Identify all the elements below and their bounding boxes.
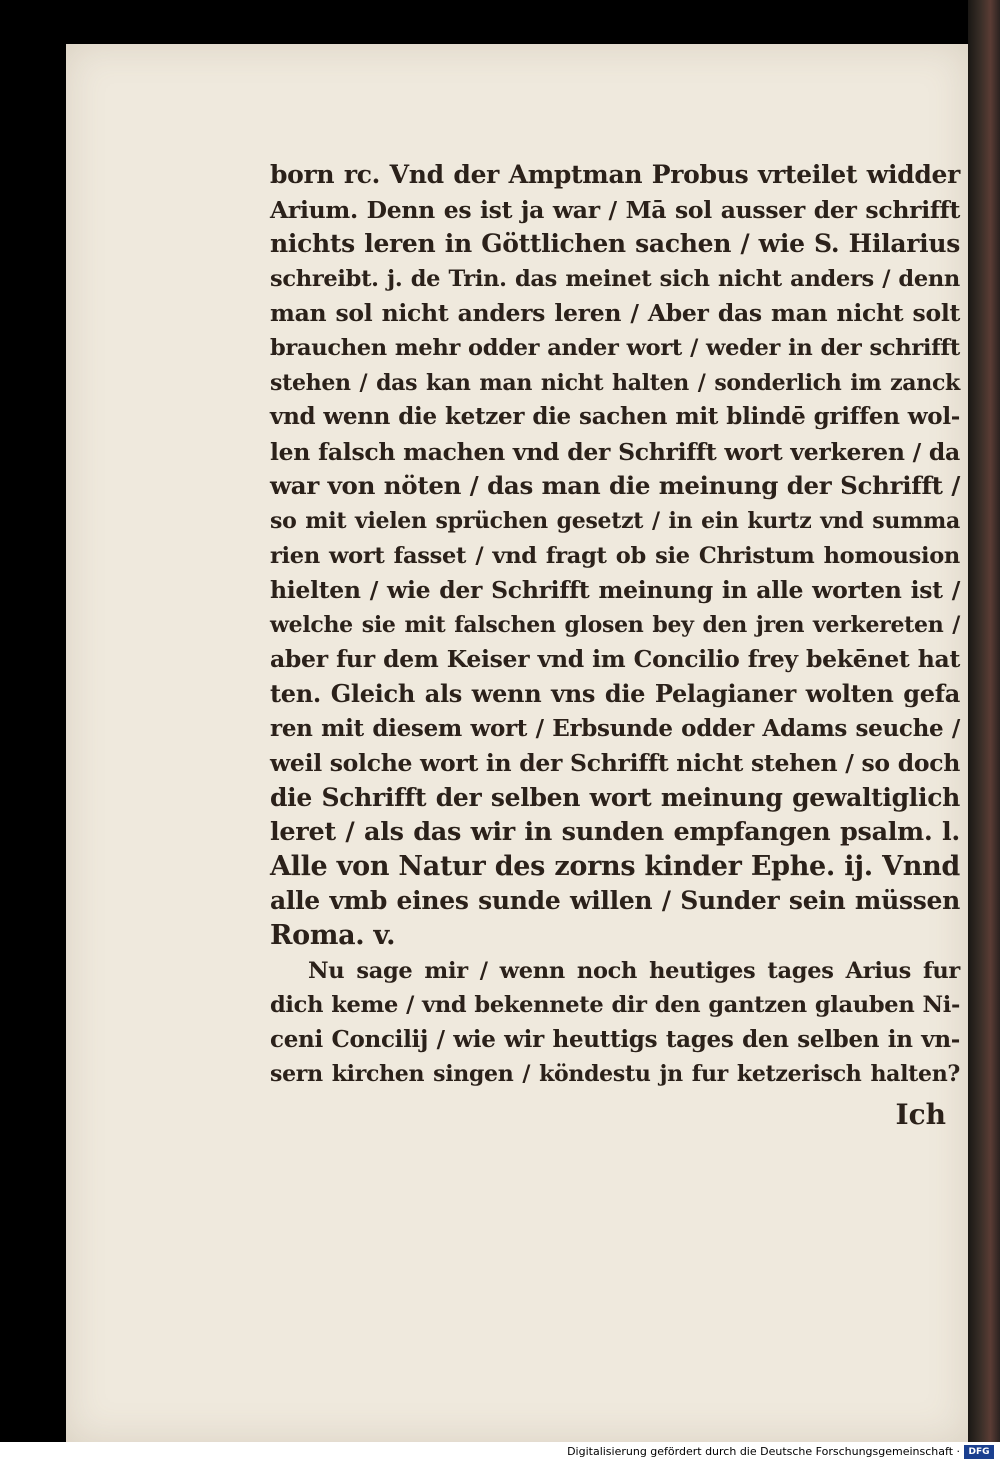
text-line: alle vmb eines sunde willen / Sunder sein müssen bbox=[270, 886, 960, 916]
book-spine-edge bbox=[968, 0, 1000, 1442]
text-line: Roma. v. bbox=[270, 920, 396, 952]
text-line: war von nöten / das man die meinung der Schrifft / bbox=[270, 471, 960, 501]
text-line: schreibt. j. de Trin. das meinet sich nicht anders / denn bbox=[270, 265, 960, 292]
text-line: rien wort fasset / vnd fragt ob sie Christum homousion bbox=[270, 542, 960, 569]
text-line: Nu sage mir / wenn noch heutiges tages Arius fur bbox=[308, 957, 960, 984]
text-line: born rc. Vnd der Amptman Probus vrteilet widder bbox=[270, 160, 960, 189]
text-line: sern kirchen singen / köndestu jn fur ketzerisch halten? bbox=[270, 1061, 960, 1088]
dfg-logo: DFG bbox=[964, 1445, 994, 1459]
text-line: len falsch machen vnd der Schrifft wort verkeren / da bbox=[270, 437, 960, 466]
text-line: aber fur dem Keiser vnd im Concilio frey bekēnet hat bbox=[270, 645, 960, 674]
text-line: brauchen mehr odder ander wort / weder in der schrifft bbox=[270, 334, 960, 361]
text-line: dich keme / vnd bekennete dir den gantzen glauben Ni- bbox=[270, 992, 960, 1019]
text-line: ten. Gleich als wenn vns die Pelagianer wolten gefa bbox=[270, 678, 960, 708]
text-line: weil solche wort in der Schrifft nicht stehen / so doch bbox=[270, 749, 960, 778]
text-line: Alle von Natur des zorns kinder Ephe. ij. Vnnd bbox=[270, 850, 960, 882]
funding-credit: Digitalisierung gefördert durch die Deutsche Forschungsgemeinschaft · bbox=[567, 1445, 960, 1458]
text-line: leret / als das wir in sunden empfangen psalm. l. bbox=[270, 817, 960, 848]
text-line: stehen / das kan man nicht halten / sonderlich im zanck bbox=[270, 369, 960, 396]
text-line: Arium. Denn es ist ja war / Mā sol ausser der schrifft bbox=[270, 195, 960, 224]
text-line: nichts leren in Göttlichen sachen / wie S. Hilarius bbox=[270, 229, 960, 259]
page-text-block bbox=[270, 158, 960, 1092]
text-line: die Schrifft der selben wort meinung gewaltiglich bbox=[270, 782, 960, 812]
text-line: hielten / wie der Schrifft meinung in alle worten ist / bbox=[270, 576, 960, 605]
text-line: ceni Concilij / wie wir heuttigs tages den selben in vn- bbox=[270, 1025, 960, 1053]
text-line: man sol nicht anders leren / Aber das man nicht solt bbox=[270, 299, 960, 328]
text-line: ren mit diesem wort / Erbsunde odder Adams seuche / bbox=[270, 714, 960, 742]
catchword: Ich bbox=[895, 1098, 946, 1131]
text-line: welche sie mit falschen glosen bey den jren verkereten / bbox=[270, 611, 960, 638]
footer-bar bbox=[0, 1442, 1000, 1463]
text-line: so mit vielen sprüchen gesetzt / in ein kurtz vnd summa bbox=[270, 507, 960, 534]
text-line: vnd wenn die ketzer die sachen mit blindē griffen wol- bbox=[270, 403, 960, 431]
